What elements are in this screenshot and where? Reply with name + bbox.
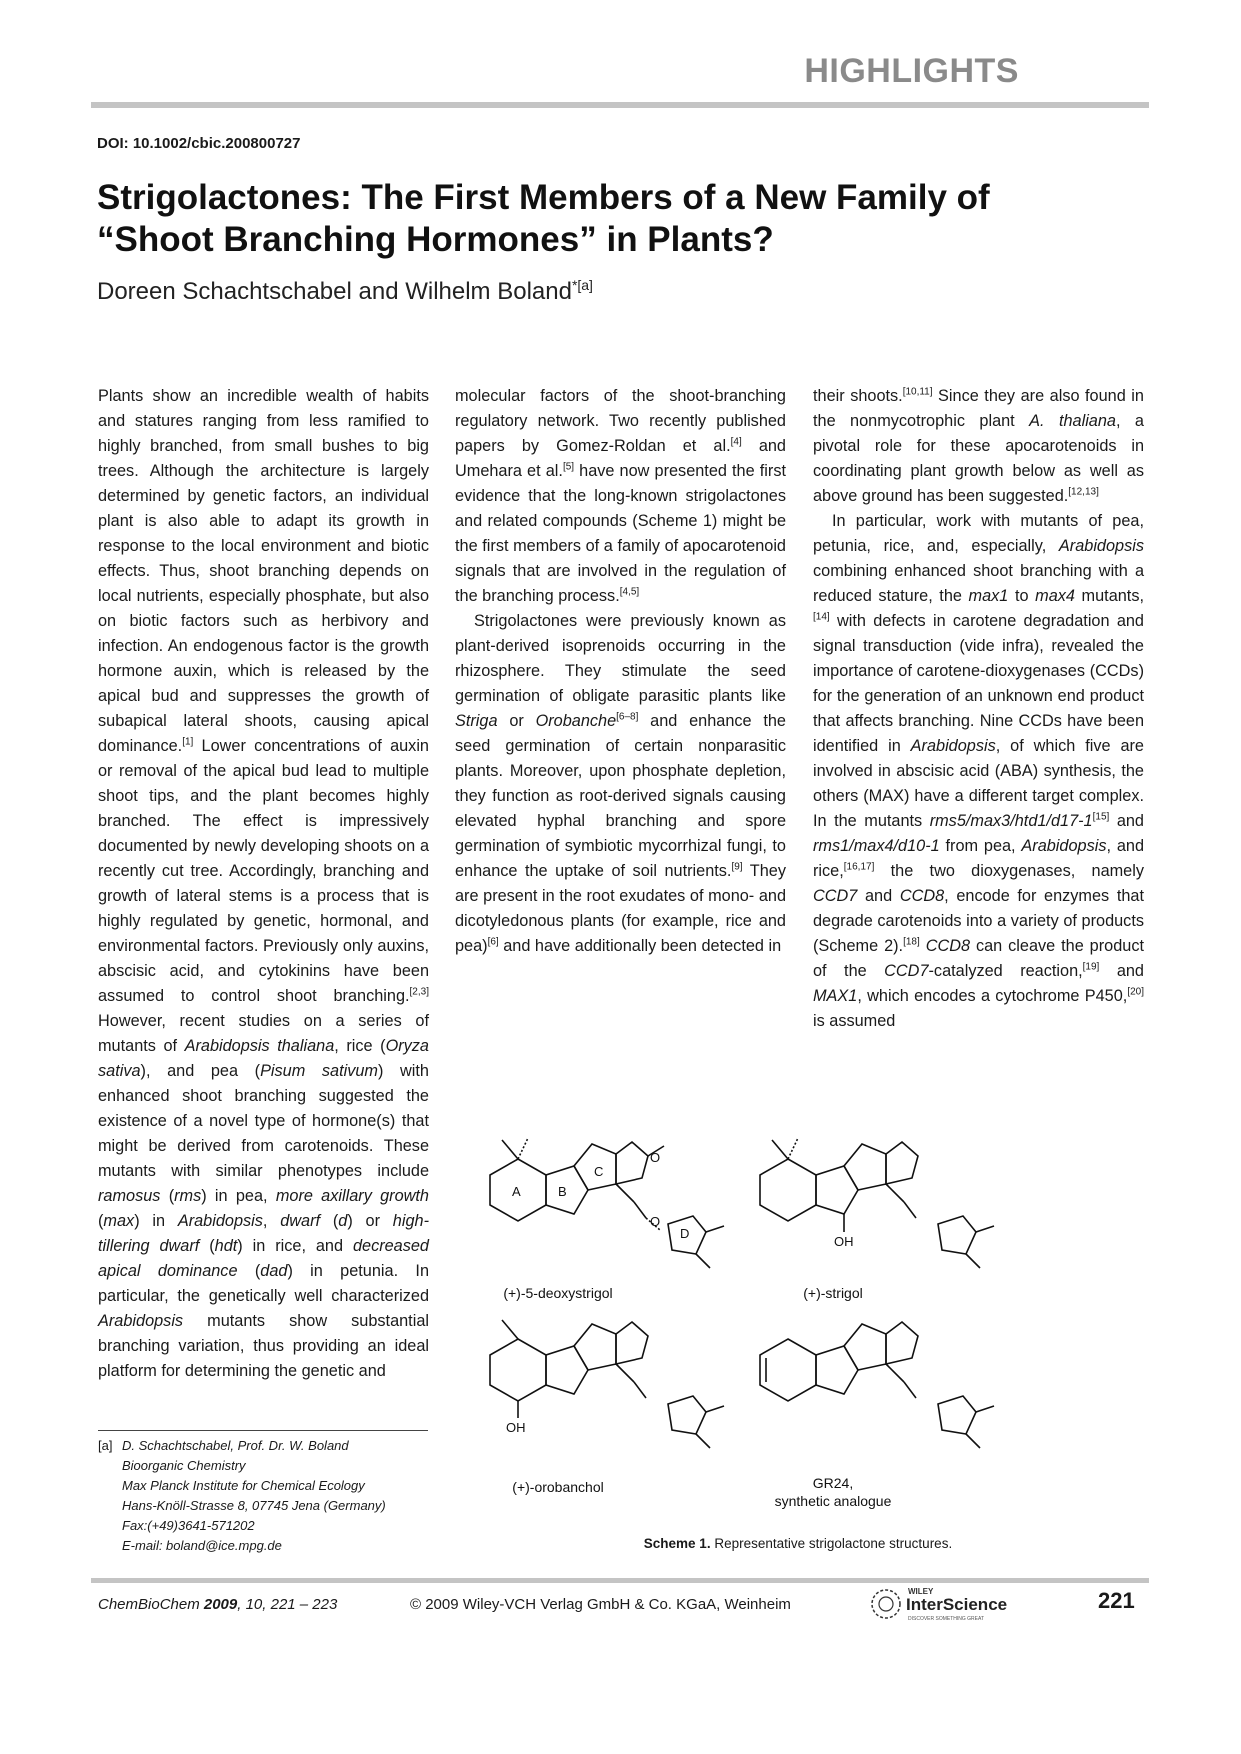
ref[interactable]: [19] <box>1082 961 1100 973</box>
ring-label-a: A <box>512 1184 521 1199</box>
paragraph-1: Plants show an incredible wealth of habits and statures ranging from less ramified to highly branched, from small bushes to big trees. Although the architecture is largely determined by genetic factors, an individual plant is also able to adapt its growth in response to the local environment and biotic effects. Thus, shoot branching depends on local nutrients, especially phosphate, but also on biotic factors such as herbivory and infection. An endogenous factor is the growth hormone auxin, which is released by the apical bud and suppresses the growth of subapical lateral shoots, causing apical dominance.[1] Lower concentrations of auxin or removal of the apical bud lead to multiple shoot tips, and the plant becomes highly branched. The effect is impressively documented by newly developing shoots on a recently cut tree. Accordingly, branching and growth of lateral stems is a process that is highly regulated by genetic, hormonal, and environmental factors. Previously only auxins, abscisic acid, and cytokinins have been assumed to control shoot branching.[2,3] However, recent studies on a series of mutants of Arabidopsis thaliana, rice (Oryza sativa), and pea (Pisum sativum) with enhanced shoot branching suggested the existence of a novel type of hormone(s) that might be derived from carotenoids. These mutants with similar phenotypes include ramosus (rms) in pea, more axillary growth (max) in Arabidopsis, dwarf (d) or high-tillering dwarf (hdt) in rice, and decreased apical dominance (dad) in petunia. In particular, the genetically well characterized Arabidopsis mutants show substantial branching variation, thus providing an ideal platform for determining the genetic and <box>98 387 429 1380</box>
compound-label-gr24-note: synthetic analogue <box>774 1493 892 1509</box>
caption-text: Representative strigolactone structures. <box>710 1536 953 1551</box>
compound-label-orobanchol: (+)-orobanchol <box>512 1479 604 1495</box>
scheme-1-figure <box>448 1124 1148 1534</box>
footnote-line: Bioorganic Chemistry <box>122 1458 246 1473</box>
paragraph-1: molecular factors of the shoot-branching regulatory network. Two recently published papers by Gomez-Roldan et al.[4] and Umehara et al.[5] have now presented the first evidence that the long-known strigolactones and related compounds (Scheme 1) might be the first members of a family of apocarotenoid signals that are involved in the regulation of the branching process.[4,5] <box>455 387 786 605</box>
ref[interactable]: [4,5] <box>619 586 640 598</box>
ring-label-b: B <box>558 1184 567 1199</box>
ref[interactable]: [9] <box>731 861 743 873</box>
title-line-1: Strigolactones: The First Members of a New Family of <box>97 178 990 217</box>
svg-text:DISCOVER SOMETHING GREAT: DISCOVER SOMETHING GREAT <box>908 1616 985 1622</box>
ref[interactable]: [5] <box>562 461 575 473</box>
ref[interactable]: [6–8] <box>616 711 639 723</box>
caption-label: Scheme 1. <box>643 1536 711 1551</box>
footnote-tag: [a] <box>98 1438 113 1453</box>
copyright: © 2009 Wiley-VCH Verlag GmbH & Co. KGaA, Weinheim <box>410 1596 791 1613</box>
structure-strigol <box>760 1138 994 1268</box>
body-column-1 <box>98 384 429 1384</box>
ref[interactable]: [2,3] <box>409 986 429 998</box>
structure-gr24 <box>760 1322 994 1448</box>
body-column-2 <box>455 384 786 959</box>
compound-label-strigol: (+)-strigol <box>803 1285 863 1301</box>
compound-label-5-deoxystrigol: (+)-5-deoxystrigol <box>503 1285 613 1301</box>
ref[interactable]: [1] <box>182 736 194 748</box>
author-affiliation-mark: *[a] <box>571 277 593 293</box>
paragraph-2: Strigolactones were previously known as plant-derived isoprenoids occurring in the rhizosphere. They stimulate the seed germination of obligate parasitic plants like Striga or Orobanche[6–8] and enhance the seed germination of certain nonparasitic plants. Moreover, upon phosphate depletion, they function as root-derived signals causing elevated hyphal branching and spore germination of symbiotic mycorrhizal fungi, to enhance the uptake of soil nutrients.[9] They are present in the root exudates of mono- and dicotyledonous plants (for example, rice and pea)[6] and have additionally been detected in <box>455 612 786 955</box>
paragraph-2: their shoots.[10,11] Since they are also found in the nonmycotrophic plant A. thaliana, a pivotal role for these apocarotenoids in coordinating plant growth below as well as above ground has been suggested.[12,13] <box>813 386 1144 505</box>
top-rule <box>91 102 1149 108</box>
scheme-caption <box>448 1536 1148 1551</box>
svg-text:InterScience: InterScience <box>906 1595 1008 1614</box>
section-label: HIGHLIGHTS <box>804 52 1019 90</box>
ref[interactable]: [20] <box>1127 986 1144 998</box>
globe-icon <box>868 1582 1038 1626</box>
ring-label-d: D <box>680 1226 690 1241</box>
interscience-logo[interactable] <box>868 1582 1038 1626</box>
ref[interactable]: [15] <box>1092 811 1110 823</box>
structure-orobanchol <box>490 1320 724 1448</box>
strigolactone-structures <box>448 1124 1148 1534</box>
ref[interactable]: [4] <box>730 436 742 448</box>
atom-o: O <box>650 1214 661 1229</box>
ref[interactable]: [16,17] <box>843 861 875 873</box>
ref[interactable]: [14] <box>813 611 830 623</box>
ref[interactable]: [18] <box>903 936 920 948</box>
structure-5-deoxystrigol <box>490 1138 724 1268</box>
footnote-line: Max Planck Institute for Chemical Ecology <box>122 1478 365 1493</box>
footnote-line: Fax:(+49)3641-571202 <box>122 1518 255 1533</box>
ref[interactable]: [10,11] <box>902 386 933 398</box>
article-title <box>97 177 1097 261</box>
compound-label-gr24: GR24, <box>812 1475 854 1491</box>
footnote-rule <box>98 1430 428 1431</box>
ring-label-c: C <box>594 1164 604 1179</box>
ref[interactable]: [6] <box>487 936 499 948</box>
footnote-line: Hans-Knöll-Strasse 8, 07745 Jena (Germany) <box>122 1498 386 1513</box>
ref[interactable]: [12,13] <box>1068 486 1099 498</box>
paragraph-3: In particular, work with mutants of pea, petunia, rice, and, especially, Arabidopsis combining enhanced shoot branching with a reduced stature, the max1 to max4 mutants,[14] with defects in carotene degradation and signal transduction (vide infra), revealed the importance of carotene-dioxygenases (CCDs) for the generation of an unknown end product that affects branching. Nine CCDs have been identified in Arabidopsis, of which five are involved in abscisic acid (ABA) synthesis, the others (MAX) have a different target complex. In the mutants rms5/max3/htd1/d17-1[15] and rms1/max4/d10-1 from pea, Arabidopsis, and rice,[16,17] the two dioxygenases, namely CCD7 and CCD8, encode for enzymes that degrade carotenoids into a variety of products (Scheme 2).[18] CCD8 can cleave the product of the CCD7-catalyzed reaction,[19] and MAX1, which encodes a cytochrome P450,[20] is assumed <box>813 512 1144 1030</box>
journal-citation: ChemBioChem 2009, 10, 221 – 223 <box>98 1596 338 1613</box>
atom-oh: OH <box>834 1234 854 1249</box>
footnote-line: D. Schachtschabel, Prof. Dr. W. Boland <box>122 1438 349 1453</box>
title-line-2: “Shoot Branching Hormones” in Plants? <box>97 220 774 259</box>
atom-oh: OH <box>506 1420 526 1435</box>
author-names: Doreen Schachtschabel and Wilhelm Boland <box>97 278 572 305</box>
doi[interactable]: DOI: 10.1002/cbic.200800727 <box>97 135 301 152</box>
svg-text:WILEY: WILEY <box>908 1587 934 1596</box>
affiliation-footnote <box>98 1436 433 1556</box>
authors <box>97 277 593 306</box>
page-number: 221 <box>1098 1588 1135 1613</box>
atom-o: O <box>650 1150 661 1165</box>
footnote-email[interactable]: E-mail: boland@ice.mpg.de <box>122 1538 282 1553</box>
body-column-3 <box>813 384 1144 1034</box>
